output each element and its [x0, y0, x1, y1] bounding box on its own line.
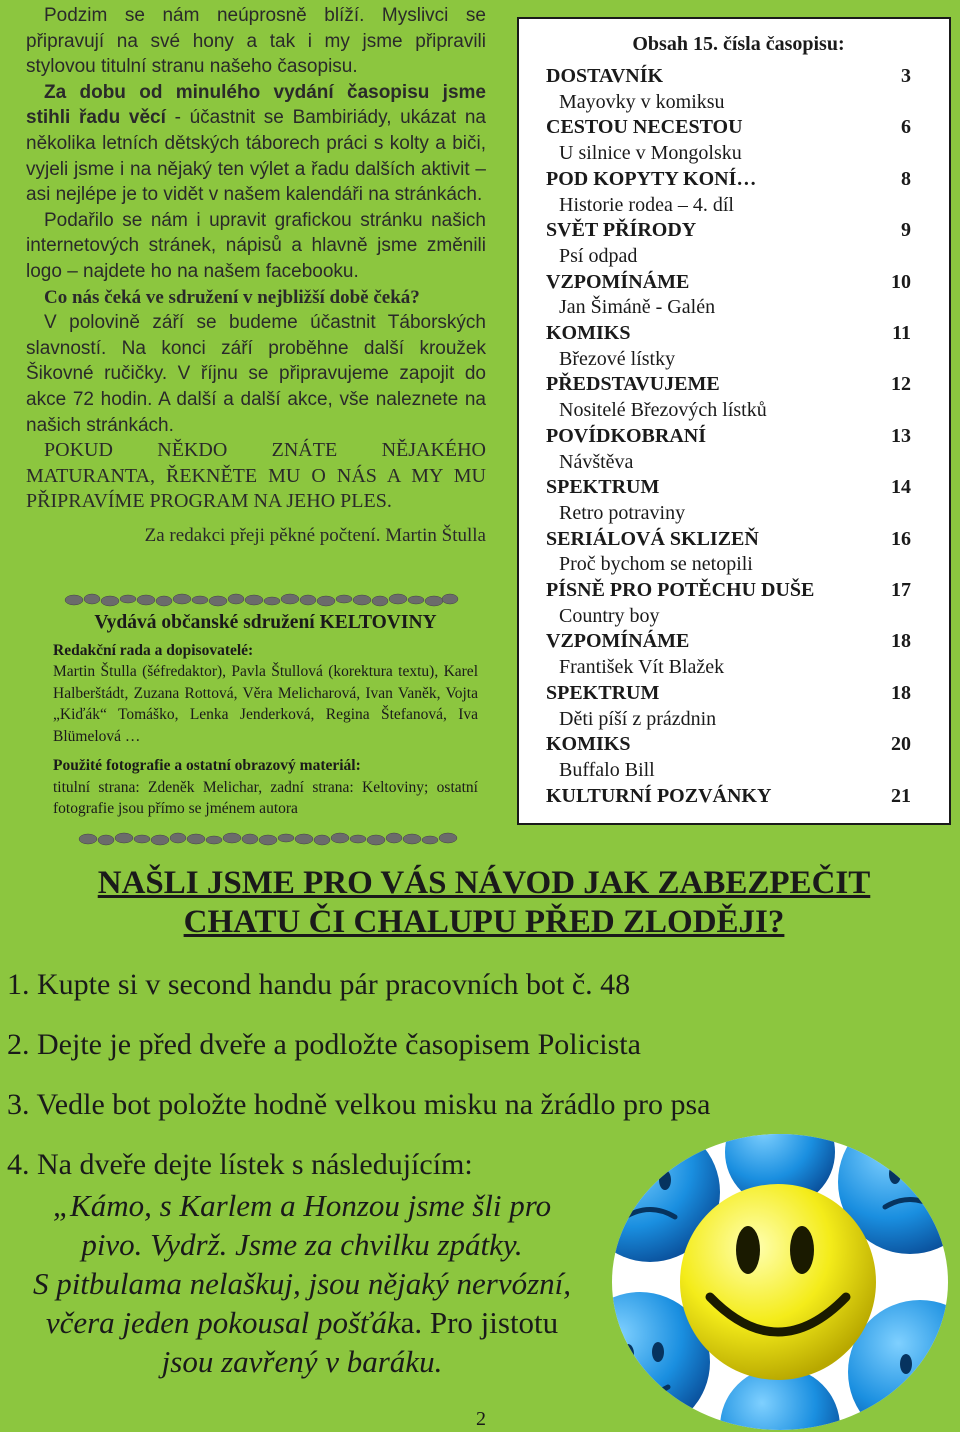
toc-section-page: 18 [891, 630, 911, 653]
toc-section-page: 13 [891, 424, 911, 447]
toc-section [546, 475, 911, 501]
toc-section [546, 784, 911, 810]
toc-article-title: Návštěva [559, 450, 634, 473]
toc-section-title: SERIÁLOVÁ SKLIZEŇ [546, 527, 759, 550]
article-headline [40, 864, 928, 942]
toc-article-title: Jan Šimáně - Galén [559, 296, 716, 319]
intro-paragraph-1: Podzim se nám neúprosně blíží. Myslivci se připravují na své hony a tak i my jsme připravili stylovou titulní stranu našeho časopisu. [26, 5, 486, 78]
intro-maturant-call: POKUD NĚKDO ZNÁTE NĚJAKÉHO MATURANTA, ŘEKNĚTE MU O NÁS A MY MU PŘIPRAVÍME PROGRAM NA JEHO PLES. [26, 439, 486, 513]
toc-section-page: 3 [901, 65, 911, 87]
toc-article-title: Psí odpad [559, 244, 638, 267]
toc-section-page: 11 [892, 322, 911, 345]
step-3: 3. Vedle bot položte hodně velkou misku na žrádlo pro psa [7, 1088, 711, 1121]
toc-article-title: Mayovky v komiksu [559, 90, 725, 113]
editors-list: Martin Štulla (šéfredaktor), Pavla Štullová (korektura textu), Karel Halberštádt, Zuzana Rottová, Věra Melicharová, Ivan Vaněk, Vojta „Kiďák“ Tomáško, Lenka Jenderková, Regina Štefanová, Iva Blümelová … [53, 663, 478, 745]
toc-section [546, 270, 911, 296]
yellow-smiley-icon [680, 1184, 876, 1380]
toc-section-title: VZPOMÍNÁME [546, 270, 690, 293]
toc-article-title: Proč bychom se netopili [559, 553, 753, 576]
smiley-faces-illustration [610, 1132, 950, 1432]
toc-section-page: 20 [891, 733, 911, 756]
toc-section [546, 372, 911, 398]
step-4: 4. Na dveře dejte lístek s následujícím: [7, 1148, 473, 1181]
toc-section-page: 9 [901, 219, 911, 242]
toc-article-title: Historie rodea – 4. díl [559, 193, 734, 216]
toc-section-title: KOMIKS [546, 322, 631, 345]
photos-label: Použité fotografie a ostatní obrazový materiál: [53, 757, 361, 774]
toc-article-title: U silnice v Mongolsku [559, 142, 742, 165]
toc-section [546, 115, 911, 141]
toc-section [546, 321, 911, 347]
toc-section-title: SVĚT PŘÍRODY [546, 219, 697, 242]
pebble-divider-bottom [78, 830, 464, 848]
page-number: 2 [476, 1408, 486, 1430]
toc-section [546, 218, 911, 244]
toc-section [546, 578, 911, 604]
toc-section [546, 629, 911, 655]
quote-line-1: „Kámo, s Karlem a Honzou jsme šli pro [52, 1188, 552, 1223]
toc-title: Obsah 15. čísla časopisu: [632, 33, 845, 55]
headline-line-1: NAŠLI JSME PRO VÁS NÁVOD JAK ZABEZPEČIT [97, 865, 871, 901]
intro-paragraph-2-bold: Za dobu od minulého vydání časopisu jsme stihli řadu věcí [26, 81, 486, 129]
toc-section [546, 527, 911, 553]
publisher-info [53, 612, 478, 820]
toc-items [546, 64, 911, 809]
quote-line-3: S pitbulama nelaškuj, jsou nějaký nervózní, [32, 1266, 572, 1301]
quote-line-5: jsou zavřený v baráku. [161, 1344, 443, 1379]
toc-section-page: 17 [891, 579, 911, 602]
toc-section-title: SPEKTRUM [546, 681, 660, 704]
toc-article-title: Děti píší z prázdnin [559, 707, 717, 730]
toc-article-title: Country boy [559, 604, 660, 627]
toc-section-page: 21 [891, 784, 911, 807]
toc-section-page: 8 [901, 167, 911, 190]
toc-section-title: DOSTAVNÍK [546, 65, 664, 87]
intro-question: Co nás čeká ve sdružení v nejbližší době čeká? [44, 286, 420, 308]
toc-section-title: PŘEDSTAVUJEME [546, 373, 720, 396]
toc-section-title: KOMIKS [546, 733, 631, 756]
photos-credit: titulní strana: Zdeněk Melichar, zadní strana: Keltoviny; ostatní fotografie jsou přímo se jménem autora [53, 778, 478, 817]
quote-line-4-italic: včera jeden pokousal pošťák [45, 1305, 401, 1340]
toc-section [546, 732, 911, 758]
step-1: 1. Kupte si v second handu pár pracovních bot č. 48 [7, 968, 631, 1001]
step-2: 2. Dejte je před dveře a podložte časopisem Policista [7, 1028, 641, 1061]
toc-section-title: POD KOPYTY KONÍ… [546, 167, 757, 190]
toc-section-page: 14 [891, 476, 911, 499]
editorial-intro [26, 3, 486, 548]
intro-paragraph-3: Podařilo se nám i upravit grafickou stránku našich internetových stránek, nápisů a hlavně jsme změnili logo – najdete ho na našem facebooku. [26, 209, 486, 282]
toc-article-title: František Vít Blažek [559, 656, 725, 679]
toc-section-title: SPEKTRUM [546, 476, 660, 499]
publisher-title: Vydává občanské sdružení KELTOVINY [94, 612, 437, 633]
toc-section-title: VZPOMÍNÁME [546, 630, 690, 653]
note-quote [7, 1186, 597, 1381]
toc-section-title: PÍSNĚ PRO POTĚCHU DUŠE [546, 579, 815, 602]
table-of-contents [517, 17, 951, 825]
toc-section-page: 6 [901, 116, 911, 139]
editors-label: Redakční rada a dopisovatelé: [53, 641, 254, 659]
toc-article-title: Retro potraviny [559, 501, 686, 524]
pebble-divider-top [64, 591, 460, 609]
toc-section-title: POVÍDKOBRANÍ [546, 424, 707, 447]
quote-line-2: pivo. Vydrž. Jsme za chvilku zpátky. [81, 1227, 523, 1262]
toc-section-title: CESTOU NECESTOU [546, 116, 743, 139]
intro-signature: Za redakci přeji pěkné počtení. Martin Štulla [144, 524, 486, 546]
quote-line-4-rest: a. Pro jistotu [400, 1305, 559, 1340]
toc-section [546, 167, 911, 193]
toc-section [546, 424, 911, 450]
intro-paragraph-4: V polovině září se budeme účastnit Táborských slavností. Na konci září proběhne další kroužek Šikovné ručičky. V říjnu se připravujeme zapojit do akce 72 hodin. A další a další akce, vše naleznete na našich stránkách. [26, 312, 486, 436]
toc-section [546, 681, 911, 707]
toc-article-title: Březové lístky [559, 347, 676, 370]
toc-section-title: KULTURNÍ POZVÁNKY [546, 784, 772, 807]
toc-section-page: 12 [891, 373, 911, 396]
headline-line-2: CHATU ČI CHALUPU PŘED ZLODĚJI? [183, 904, 785, 940]
toc-section [546, 64, 911, 90]
intro-paragraph-2 [26, 80, 486, 208]
toc-section-page: 10 [891, 270, 911, 293]
toc-article-title: Nositelé Březových lístků [559, 399, 767, 422]
toc-section-page: 16 [891, 527, 911, 550]
toc-article-title: Buffalo Bill [559, 758, 655, 781]
intro-paragraph-2-rest: - účastnit se Bambiriády, ukázat na několika letních dětských táborech práci s kolty a biči, vyjeli jsme i na nějaký ten výlet a řadu dalších aktivit – asi nejlépe je to vidět v našem kalendáři na stránkách. [26, 107, 486, 206]
toc-section-page: 18 [891, 681, 911, 704]
